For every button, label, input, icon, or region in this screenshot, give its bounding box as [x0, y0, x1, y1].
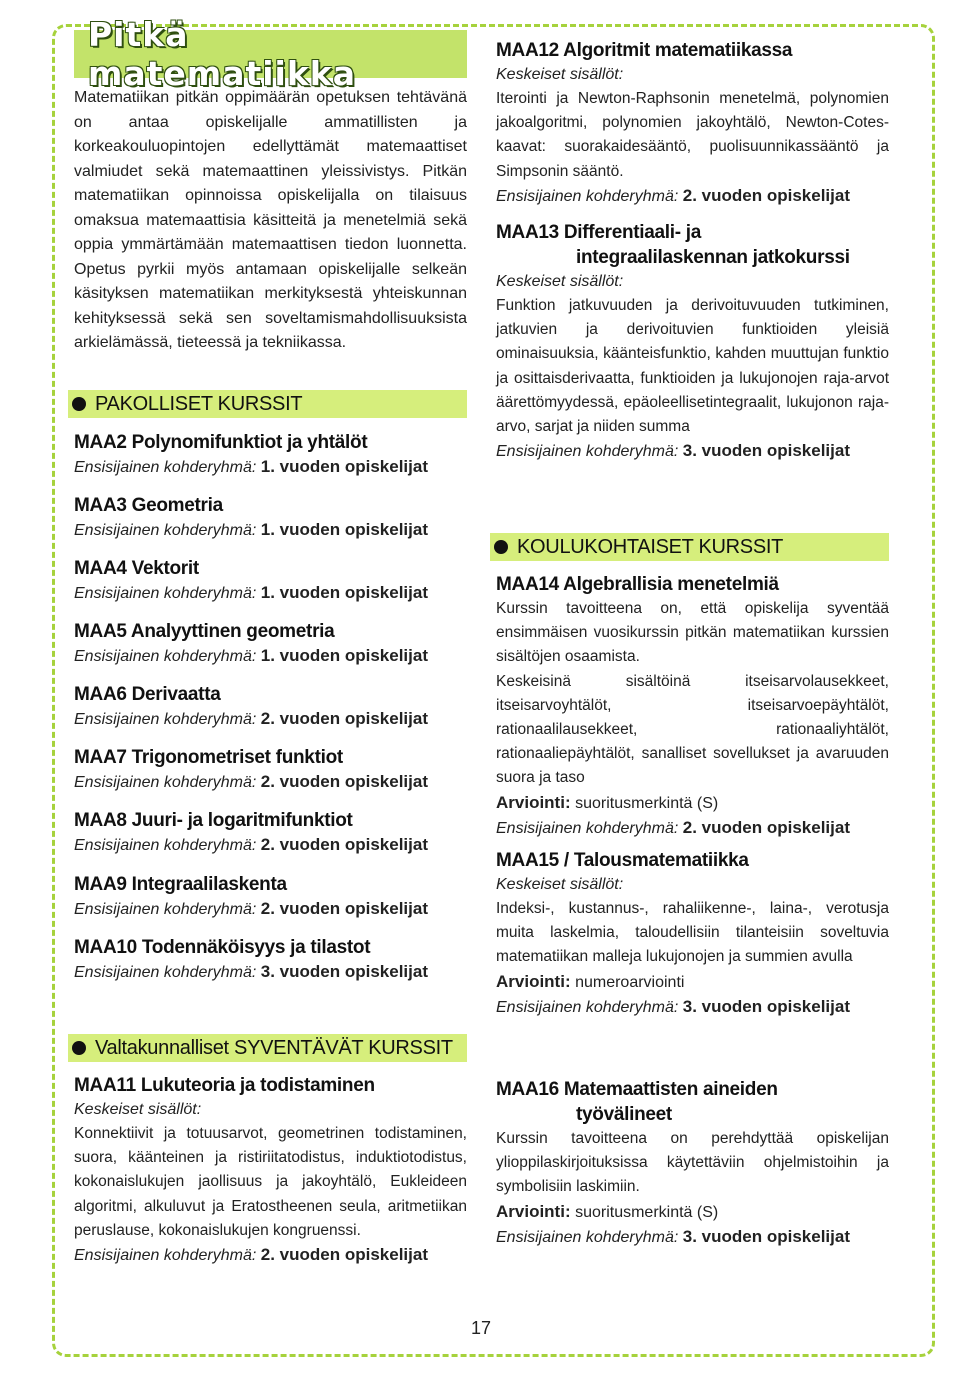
- course-target: Ensisijainen kohderyhmä: 3. vuoden opiskelijat: [496, 996, 850, 1016]
- course-assessment: Arviointi: numeroarviointi: [496, 971, 685, 991]
- course-target: Ensisijainen kohderyhmä: 1. vuoden opiskelijat: [74, 583, 428, 602]
- course-maa6: [74, 682, 467, 732]
- course-maa9: [74, 872, 467, 922]
- course-title: MAA10 Todennäköisyys ja tilastot: [74, 937, 371, 958]
- course-maa16: [496, 1077, 889, 1250]
- bullet-icon: [72, 1041, 86, 1055]
- course-title: MAA11 Lukuteoria ja todistaminen: [74, 1075, 375, 1096]
- intro-paragraph: Matematiikan pitkän oppimäärän opetuksen tehtävänä on antaa opiskelijalle ammatillisten ja korkeakouluopintojen edellyttämät matemaattiset valmiudet sekä matemaattinen yleissivistys. Pitkän matematiikan opinnoissa opiskelijalla on tilaisuus omaksua matemaattisia käsitteitä ja menetelmiä sekä oppia ymmärtämään matemaattisen tiedon luonnetta. Opetus pyrkii myös antamaan opiskelijalle selkeän käsityksen matematiikan merkityksestä yhteiskunnan kehityksessä sekä sen soveltamismahdollisuuksista arkielämässä, tieteessä ja tekniikassa.: [74, 89, 467, 351]
- course-maa12: [496, 38, 889, 209]
- course-maa10: [74, 935, 467, 985]
- course-maa8: [74, 808, 467, 858]
- bullet-icon: [494, 540, 508, 554]
- course-target: Ensisijainen kohderyhmä: 2. vuoden opiskelijat: [74, 772, 428, 791]
- course-maa2: [74, 430, 467, 480]
- page-number: 17: [470, 1318, 492, 1338]
- course-title-continued: integraalilaskennan jatkokurssi: [576, 247, 850, 268]
- course-target: Ensisijainen kohderyhmä: 3. vuoden opiskelijat: [496, 441, 850, 461]
- course-content: Indeksi-, kustannus-, rahaliikenne-, laina-, verotusja muita laskelmia, taloudellisiin tilanteisiin soveltuvia matematiikan malleja lukujonojen ja summien avulla: [496, 900, 889, 966]
- page-title: Pitkä matematiikka: [88, 15, 357, 93]
- course-maa7: [74, 745, 467, 795]
- course-target: Ensisijainen kohderyhmä: 2. vuoden opiskelijat: [74, 1245, 428, 1265]
- course-title-continued: työvälineet: [576, 1104, 672, 1125]
- course-description: Kurssin tavoitteena on perehdyttää opiskelijan ylioppilaskirjoituksissa käytettäviin ohjelmistoihin ja symbolisiin laskimiin.: [496, 1130, 889, 1196]
- content-label: Keskeiset sisällöt:: [496, 273, 624, 290]
- page-title-bar: [74, 15, 467, 93]
- course-title: MAA5 Analyyttinen geometria: [74, 621, 335, 642]
- bullet-icon: [72, 397, 86, 411]
- course-maa11: [74, 1073, 467, 1268]
- course-description: Kurssin tavoitteena on, että opiskelija syventää ensimmäisen vuosikurssin pitkän matematiikan kurssien sisältöjen osaamista.: [496, 600, 889, 666]
- course-target: Ensisijainen kohderyhmä: 2. vuoden opiskelijat: [496, 185, 850, 205]
- course-title: MAA4 Vektorit: [74, 558, 199, 579]
- section-mandatory: [68, 390, 467, 418]
- course-target: Ensisijainen kohderyhmä: 1. vuoden opiskelijat: [74, 457, 428, 476]
- course-content: Keskeisinä sisältöinä itseisarvolausekkeet, itseisarvoyhtälöt, itseisarvoepäyhtälöt, rationaalilausekkeet, rationaaliyhtälöt, rationaaliepäyhtälöt, sanalliset sovellukset ja avaruuden suora ja taso: [496, 672, 889, 787]
- course-assessment: Arviointi: suoritusmerkintä (S): [496, 792, 719, 812]
- section-advanced-label: Valtakunnalliset SYVENTÄVÄT KURSSIT: [95, 1036, 453, 1059]
- course-content: Iterointi ja Newton-Raphsonin menetelmä, polynomien jakoalgoritmi, polynomien jakoyhtälö, Newton-Cotes-kaavat: suorakaidesääntö, puolisuunnikassääntö ja Simpsonin sääntö.: [496, 90, 889, 180]
- course-title: MAA14 Algebrallisia menetelmiä: [496, 574, 779, 595]
- course-title: MAA3 Geometria: [74, 495, 223, 516]
- course-target: Ensisijainen kohderyhmä: 3. vuoden opiskelijat: [74, 962, 428, 981]
- course-title: MAA7 Trigonometriset funktiot: [74, 747, 343, 768]
- course-title: MAA2 Polynomifunktiot ja yhtälöt: [74, 432, 368, 453]
- course-content: Funktion jatkuvuuden ja derivoituvuuden tutkiminen, jatkuvien ja derivoituvien funktioiden yleisiä ominaisuuksia, käänteisfunktio, kahden muuttujan funktio ja osittaisderivaatta, funktioiden ja lukujonojen raja-arvot äärettömyydessä, epäoleellisetintegraalit, lukujonon raja-arvo, sarjat ja niiden summa: [496, 297, 889, 436]
- course-target: Ensisijainen kohderyhmä: 3. vuoden opiskelijat: [496, 1226, 850, 1246]
- section-school: [490, 533, 889, 561]
- course-maa14: [496, 572, 889, 841]
- course-title: MAA12 Algoritmit matematiikassa: [496, 40, 793, 61]
- content-label: Keskeiset sisällöt:: [74, 1101, 202, 1118]
- course-assessment: Arviointi: suoritusmerkintä (S): [496, 1201, 719, 1221]
- course-title: MAA6 Derivaatta: [74, 684, 221, 705]
- course-maa5: [74, 619, 467, 669]
- course-target: Ensisijainen kohderyhmä: 2. vuoden opiskelijat: [74, 899, 428, 918]
- course-target: Ensisijainen kohderyhmä: 2. vuoden opiskelijat: [74, 835, 428, 854]
- content-label: Keskeiset sisällöt:: [496, 876, 624, 893]
- course-maa4: [74, 556, 467, 606]
- course-title: MAA16 Matemaattisten aineiden: [496, 1079, 778, 1100]
- section-mandatory-label: PAKOLLISET KURSSIT: [95, 392, 303, 415]
- course-target: Ensisijainen kohderyhmä: 1. vuoden opiskelijat: [74, 646, 428, 665]
- course-content: Konnektiivit ja totuusarvot, geometrinen todistaminen, suora, käänteinen ja ristiriitatodistus, induktiotodistus, kokonaislukujen jaollisuus ja jakoyhtälö, Eukleideen algoritmi, alkuluvut ja Eratostheenen seula, aritmetiikan peruslause, kokonaislukujen kongruenssi.: [74, 1125, 467, 1239]
- content-label: Keskeiset sisällöt:: [496, 66, 624, 83]
- course-target: Ensisijainen kohderyhmä: 2. vuoden opiskelijat: [496, 817, 850, 837]
- course-target: Ensisijainen kohderyhmä: 1. vuoden opiskelijat: [74, 520, 428, 539]
- course-title: MAA15 / Talousmatematiikka: [496, 850, 749, 871]
- course-title: MAA8 Juuri- ja logaritmifunktiot: [74, 810, 353, 831]
- course-maa13: [496, 220, 889, 464]
- course-title: MAA9 Integraalilaskenta: [74, 874, 287, 895]
- section-school-label: KOULUKOHTAISET KURSSIT: [517, 535, 784, 558]
- course-maa3: [74, 493, 467, 543]
- course-maa15: [496, 848, 889, 1020]
- section-advanced: [68, 1034, 467, 1062]
- course-title: MAA13 Differentiaali- ja: [496, 222, 702, 243]
- course-target: Ensisijainen kohderyhmä: 2. vuoden opiskelijat: [74, 709, 428, 728]
